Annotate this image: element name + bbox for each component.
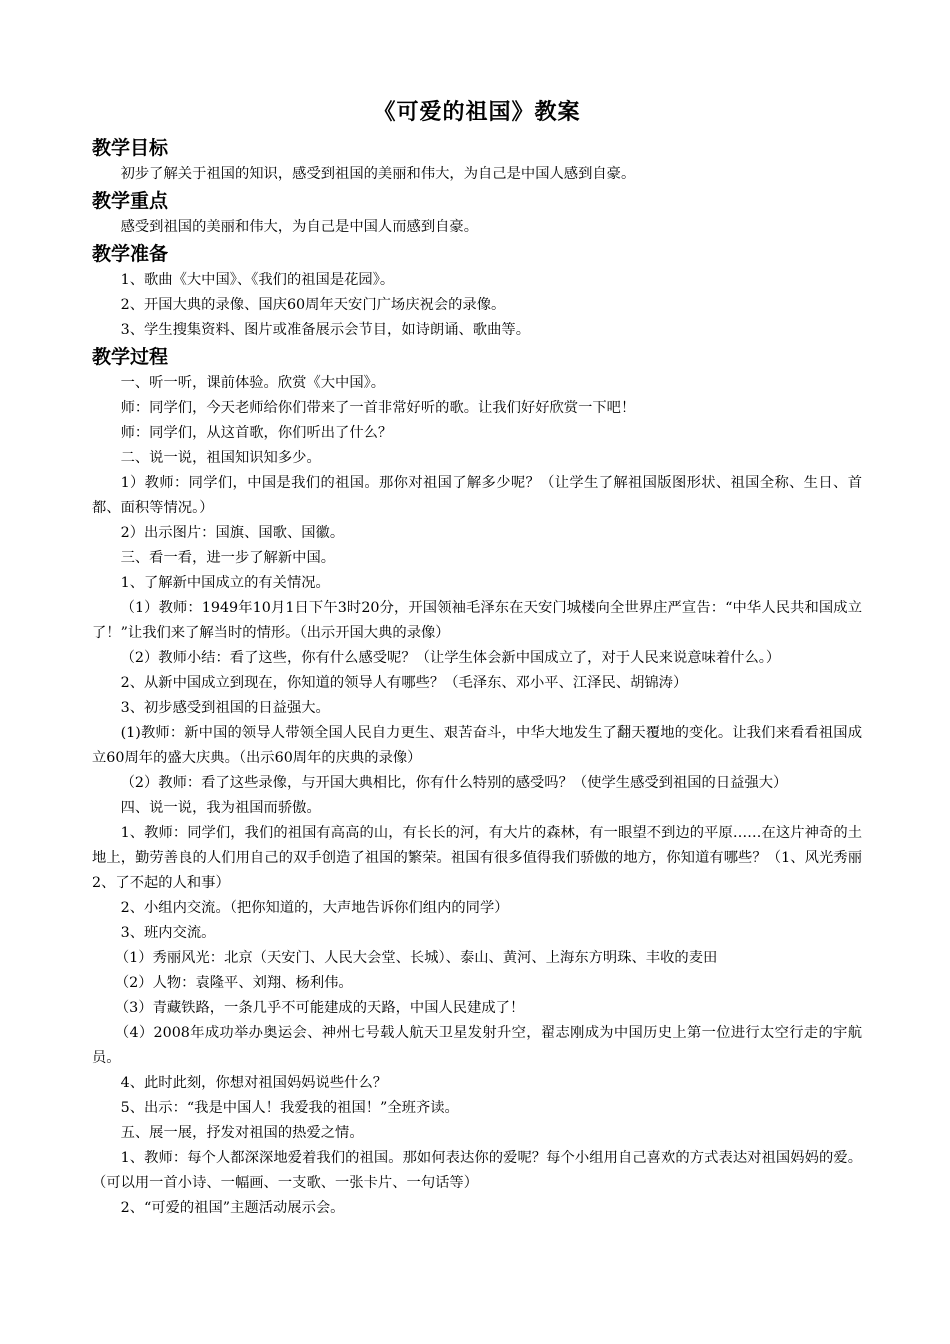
paragraph: 二、说一说，祖国知识知多少。 (120, 450, 321, 466)
paragraph: 2、从新中国成立到现在，你知道的领导人有哪些？（毛泽东、邓小平、江泽民、胡锦涛） (120, 675, 688, 691)
paragraph: 一、听一听，课前体验。欣赏《大中国》。 (120, 375, 386, 391)
section-heading: 教学过程 (92, 346, 169, 368)
paragraph: （3）青藏铁路，一条几乎不可能建成的天路，中国人民建成了！ (114, 1000, 525, 1016)
paragraph: 2、小组内交流。（把你知道的，大声地告诉你们组内的同学） (120, 900, 509, 916)
paragraph: （2）人物：袁隆平、刘翔、杨利伟。 (114, 975, 353, 991)
paragraph: 感受到祖国的美丽和伟大，为自己是中国人而感到自豪。 (120, 219, 479, 235)
section-process (92, 343, 862, 1221)
paragraph: 师：同学们，今天老师给你们带来了一首非常好听的歌。让我们好好欣赏一下吧！ (120, 400, 636, 416)
section-key-points (92, 187, 862, 240)
paragraph: 1、教师：每个人都深深地爱着我们的祖国。那如何表达你的爱呢？每个小组用自己喜欢的方式表达对祖国妈妈的爱。（可以用一首小诗、一幅画、一支歌、一张卡片、一句话等） (92, 1150, 862, 1191)
document-page (92, 96, 862, 1221)
paragraph: 1、教师：同学们，我们的祖国有高高的山，有长长的河，有大片的森林，有一眼望不到边的平原……在这片神奇的土地上，勤劳善良的人们用自己的双手创造了祖国的繁荣。祖国有很多值得我们骄傲的地方，你知道有哪些？（1、风光秀丽 2、了不起的人和事） (92, 825, 862, 891)
paragraph: （2）教师：看了这些录像，与开国大典相比，你有什么特别的感受吗？（使学生感受到祖国的日益强大） (120, 775, 788, 791)
paragraph: 4、此时此刻，你想对祖国妈妈说些什么？ (120, 1075, 388, 1091)
paragraph: （1）教师：1949年10月1日下午3时20分，开国领袖毛泽东在天安门城楼向全世界庄严宣告：“中华人民共和国成立了！”让我们来了解当时的情形。（出示开国大典的录像） (92, 600, 862, 641)
section-heading: 教学准备 (92, 243, 169, 265)
paragraph: 3、学生搜集资料、图片或准备展示会节目，如诗朗诵、歌曲等。 (120, 322, 530, 338)
paragraph: (1)教师：新中国的领导人带领全国人民自力更生、艰苦奋斗，中华大地发生了翻天覆地的变化。让我们来看看祖国成立60周年的盛大庆典。（出示60周年的庆典的录像） (92, 725, 862, 766)
paragraph: （2）教师小结：看了这些，你有什么感受呢？（让学生体会新中国成立了，对于人民来说意味着什么。） (120, 650, 781, 666)
paragraph: 2）出示图片：国旗、国歌、国徽。 (120, 525, 345, 541)
paragraph: 五、展一展，抒发对祖国的热爱之情。 (120, 1125, 364, 1141)
paragraph: 2、开国大典的录像、国庆60周年天安门广场庆祝会的录像。 (120, 297, 506, 313)
paragraph: 2、“可爱的祖国”主题活动展示会。 (120, 1200, 345, 1216)
paragraph: （4）2008年成功举办奥运会、神州七号载人航天卫星发射升空，翟志刚成为中国历史上第一位进行太空行走的宇航员。 (92, 1025, 862, 1066)
paragraph: 三、看一看，进一步了解新中国。 (120, 550, 336, 566)
paragraph: 3、初步感受到祖国的日益强大。 (120, 700, 330, 716)
paragraph: 5、出示：“我是中国人！我爱我的祖国！”全班齐读。 (120, 1100, 459, 1116)
section-objectives (92, 134, 862, 187)
paragraph: （1）秀丽风光：北京（天安门、人民大会堂、长城）、泰山、黄河、上海东方明珠、丰收的麦田 (114, 950, 718, 966)
paragraph: 初步了解关于祖国的知识，感受到祖国的美丽和伟大，为自己是中国人感到自豪。 (120, 166, 636, 182)
document-title: 《可爱的祖国》教案 (373, 99, 581, 125)
section-heading: 教学目标 (92, 137, 169, 159)
section-preparation (92, 240, 862, 343)
paragraph: 师：同学们，从这首歌，你们听出了什么？ (120, 425, 393, 441)
section-heading: 教学重点 (92, 190, 169, 212)
paragraph: 四、说一说，我为祖国而骄傲。 (120, 800, 321, 816)
paragraph: 1）教师：同学们，中国是我们的祖国。那你对祖国了解多少呢？（让学生了解祖国版图形状、祖国全称、生日、首都、面积等情况。） (92, 475, 862, 516)
paragraph: 1、歌曲《大中国》、《我们的祖国是花园》。 (120, 272, 395, 288)
paragraph: 1、了解新中国成立的有关情况。 (120, 575, 330, 591)
paragraph: 3、班内交流。 (120, 925, 216, 941)
